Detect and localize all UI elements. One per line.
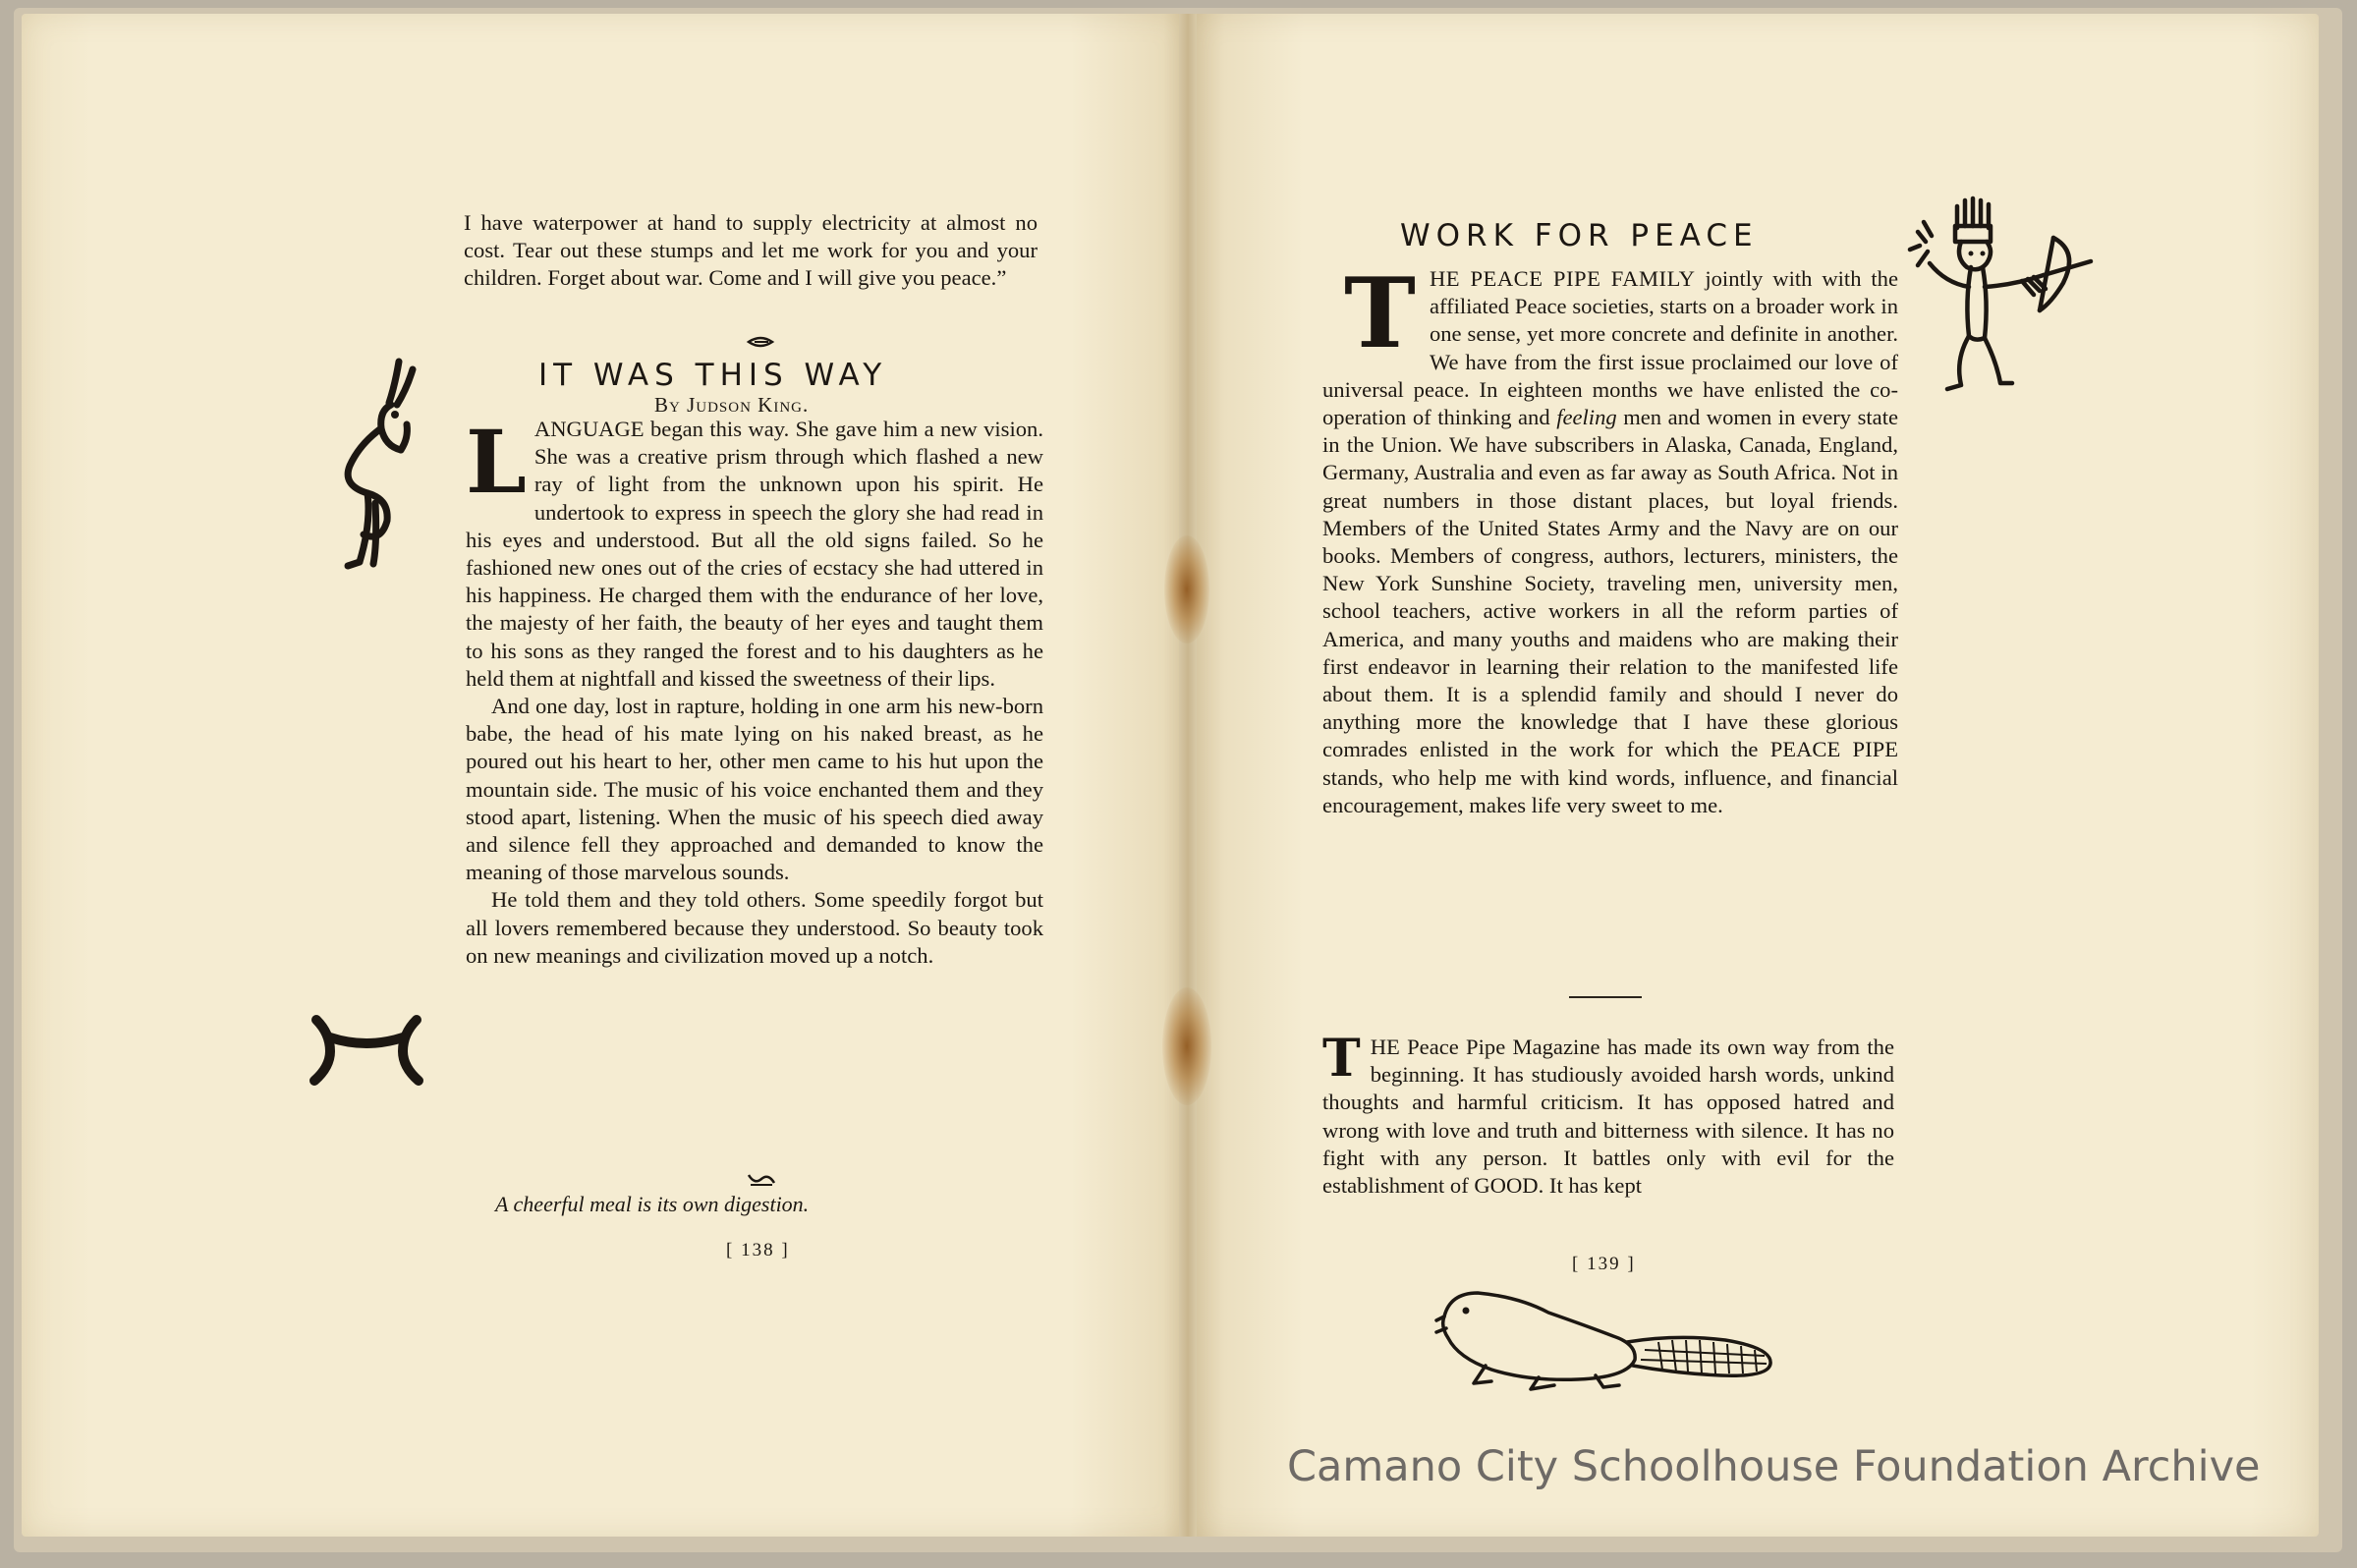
article-body: LANGUAGE began this way. She gave him a new vision. She was a creative prism through which flashed a new ray of light from the unknown upon his spirit. He undertook to express in speech the glory she had read in his eyes and understood. But all the old signs failed. So he fashioned new ones out of the cries of ecstacy she had uttered in his happiness. He charged them with the endurance of her love, the majesty of her faith, the beauty of her eyes and taught them to his sons as they ranged the forest and to his daughters as he held them at nightfall and kissed the sweetness of their lips. And one day, lost in rapture, holding in one arm his new-born babe, the head of his mate lying on his naked breast, as he poured out his heart to her, other men came to his hut upon the mountain side. The music of his voice enchanted them and they stood apart, listening. When the music of his speech died away and silence fell they approached and demanded to know the meaning of those marvelous sounds. He told them and they told others. Some speedily forgot but all lovers remembered because they understood. So beauty took on new meanings and civilization moved up a notch. (466, 411, 1043, 968)
spine-stain-upper (1164, 535, 1209, 644)
warrior-pictograph-icon (1906, 193, 2103, 399)
article-byline: By Judson King. (654, 393, 810, 417)
bracket-pictograph-icon (303, 1008, 430, 1087)
section-divider (1569, 996, 1642, 998)
work-for-peace-body: THE PEACE PIPE FAMILY jointly with with the affiliated Peace societies, starts on a broader work in one sense, yet more concrete and definite in another. We have from the first issue proclaimed our love of universal peace. In eighteen months we have enlisted the co-operation of thinking and feeling men and women in every state in the Union. We have subscribers in Alaska, Canada, England, Germany, Australia and even as far away as South Africa. Not in great numbers in those distant places, but loyal friends. Members of the United States Army and the Navy are on our books. Members of congress, authors, lecturers, ministers, the New York Sunshine Society, traveling men, university men, school teachers, active workers in all the reform parties of America, and many youths and maidens who are making their first endeavor in learning their relation to the manifested life about them. It is a splendid family and should I never do anything more the knowledge that I have these glorious comrades enlisted in the work for which the PEACE PIPE stands, who help me with kind words, influence, and financial encouragement, makes life very sweet to me. (1322, 257, 1898, 817)
archive-watermark: Camano City Schoolhouse Foundation Archive (1287, 1442, 2261, 1491)
article-title: IT WAS THIS WAY (538, 358, 888, 393)
peace-pipe-magazine-body: THE Peace Pipe Magazine has made its own way from the beginning. It has studiously avoided harsh words, unkind thoughts and harmful criticism. It has opposed hatred and wrong with love and truth and bitterness with silence. It has no fight with any person. It battles only with evil for the establishment of GOOD. It has kept (1322, 1029, 1894, 1199)
right-page-title: WORK FOR PEACE (1400, 218, 1759, 253)
beaver-drawing-icon (1431, 1283, 1779, 1391)
section-dropcap-1: T (1344, 257, 1416, 370)
squiggle-ornament (747, 1171, 776, 1189)
leaf-ornament-top (747, 334, 774, 350)
section-dropcap-2: T (1322, 1029, 1361, 1089)
left-opening-paragraph: I have waterpower at hand to supply electricity at almost no cost. Tear out these stumps and let me work for you and your children. Forget about war. Come and I will give you peace.” (464, 210, 1038, 291)
article-dropcap: L (466, 411, 527, 513)
page-number-right: [ 139 ] (1572, 1254, 1636, 1274)
spine-stain-lower (1162, 987, 1211, 1105)
book-spine (1179, 14, 1197, 1537)
rabbit-pictograph-icon (338, 356, 426, 572)
motto-line: A cheerful meal is its own digestion. (495, 1192, 810, 1216)
page-number-left: [ 138 ] (726, 1240, 790, 1260)
